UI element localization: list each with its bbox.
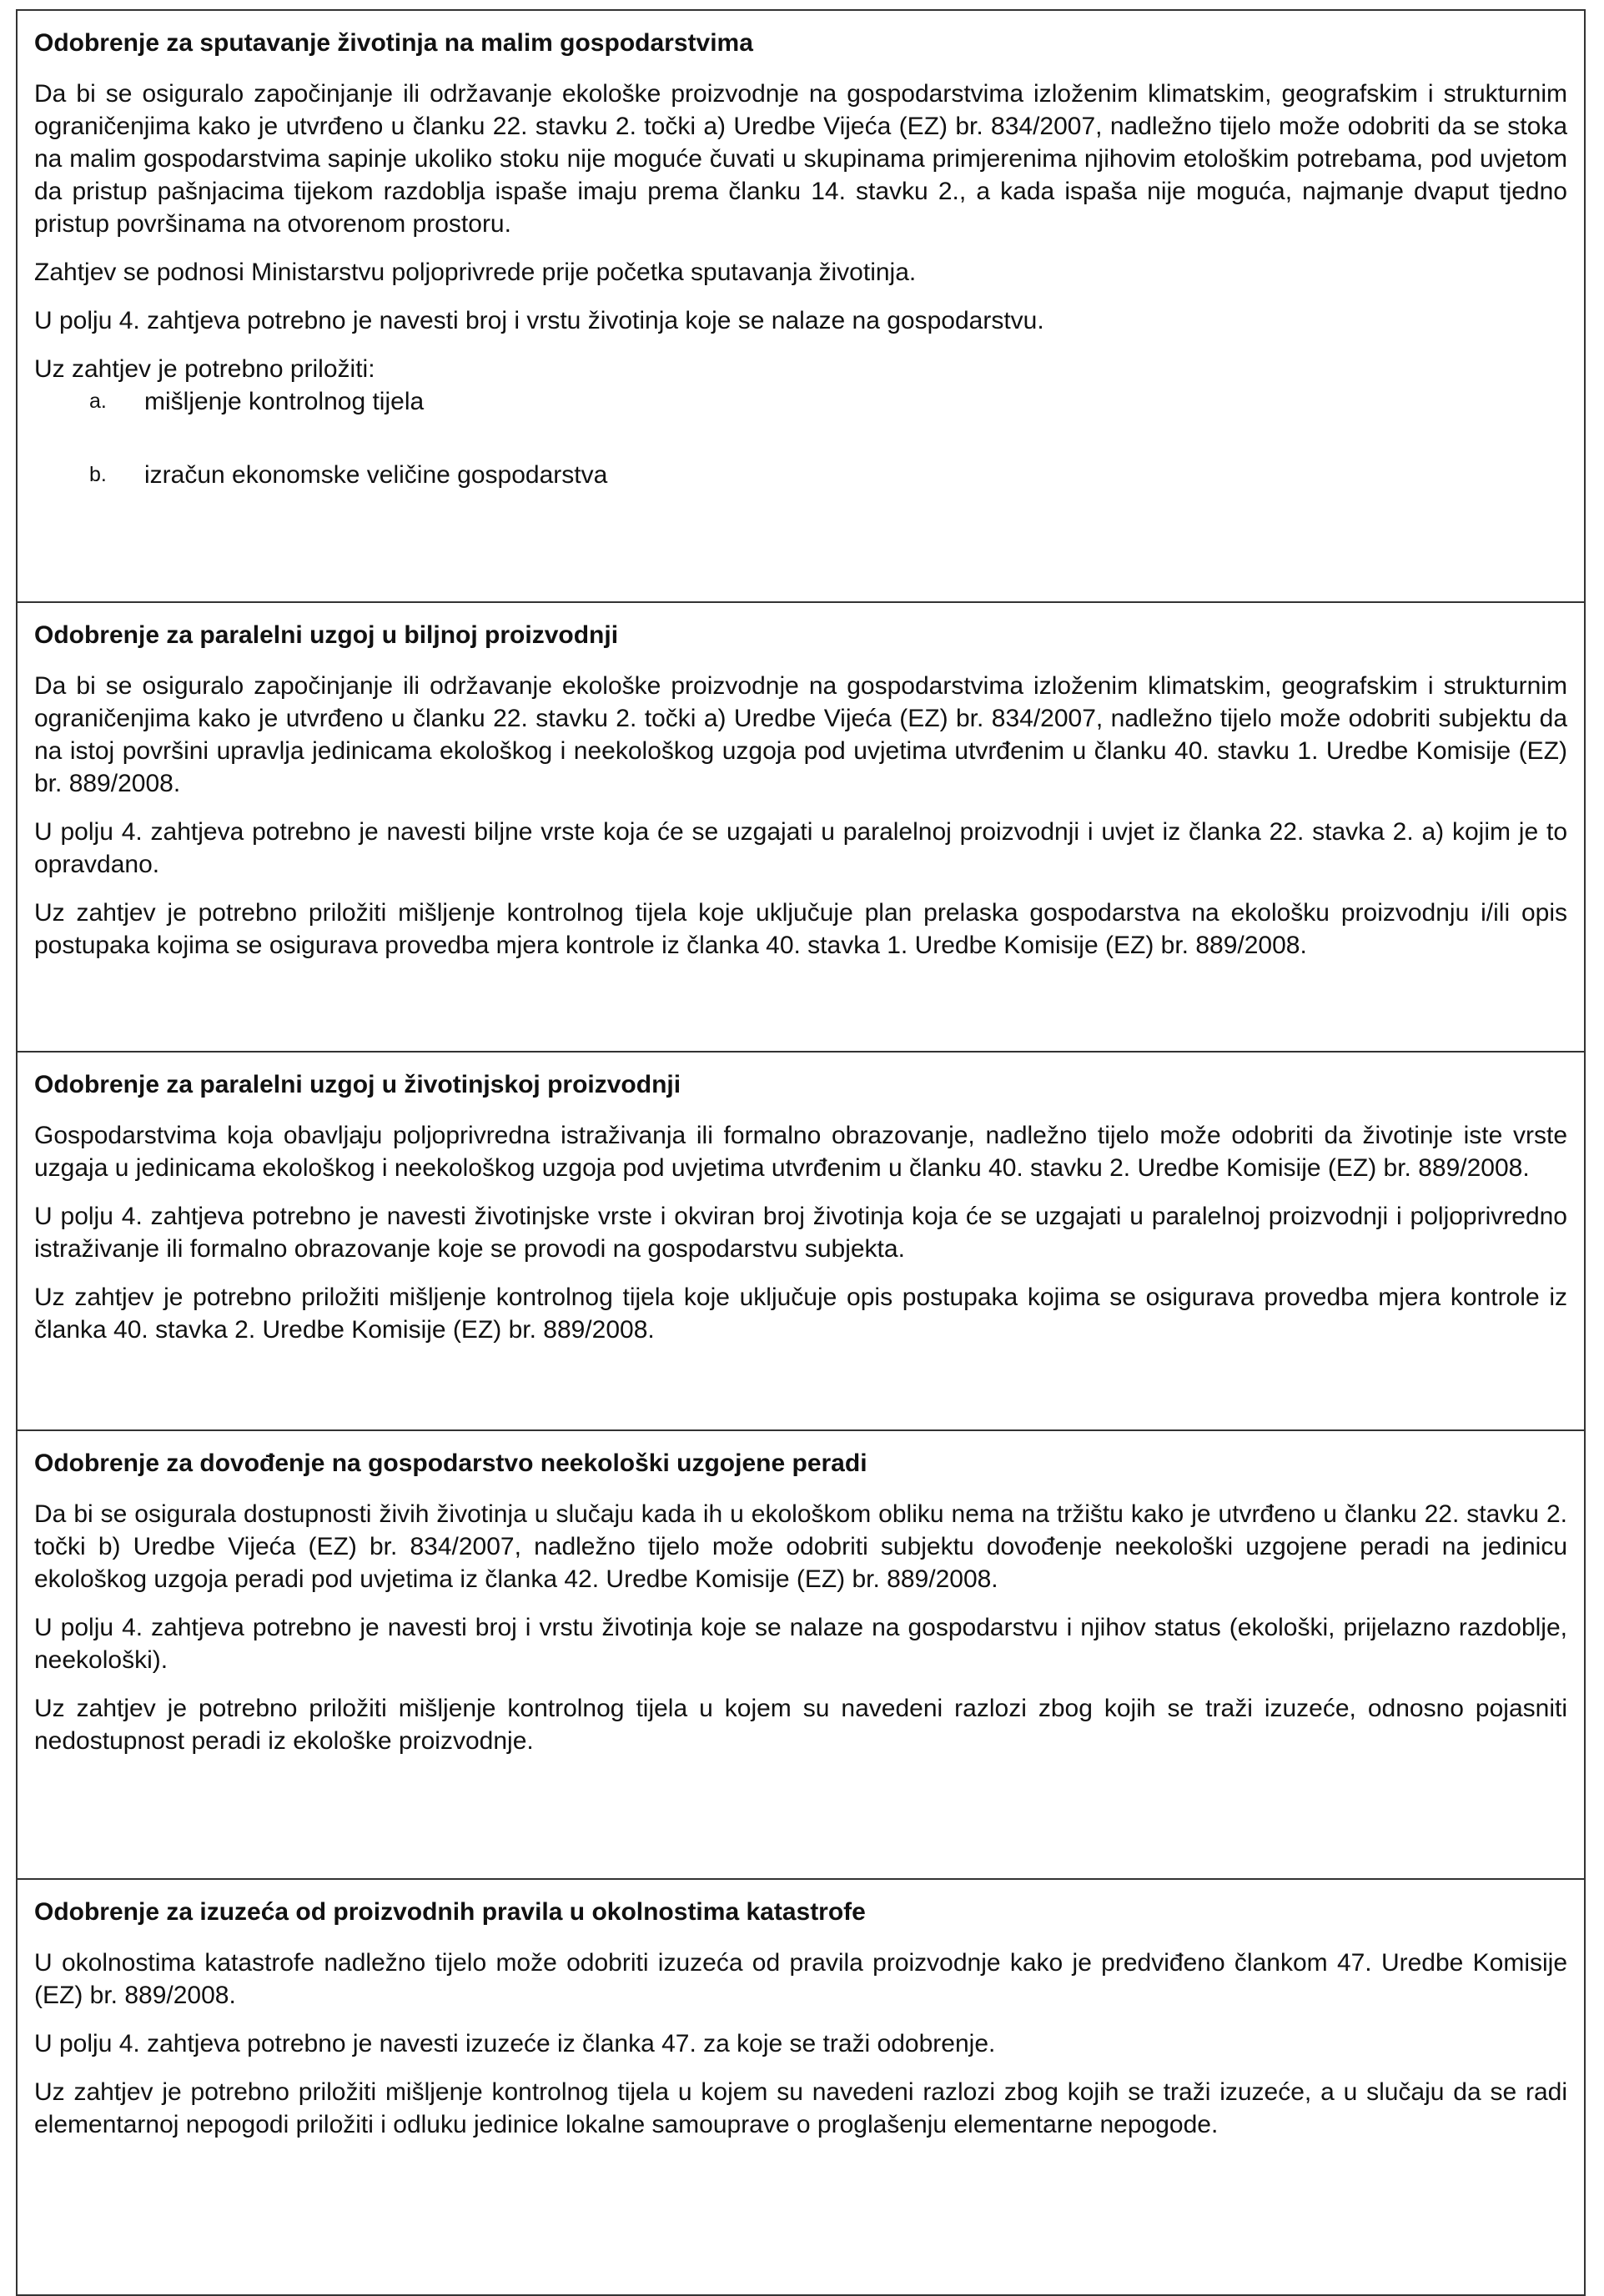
section-row bbox=[17, 10, 1585, 602]
section-paragraph: Da bi se osigurala dostupnosti živih životinja u slučaju kada ih u ekološkom obliku nema na tržištu kako je utvrđeno u članku 22. stavku 2. točki b) Uredbe Vijeća (EZ) br. 834/2007, nadležno tijelo može odobriti subjektu dovođenje neekološki uzgojene peradi na jedinicu ekološkog uzgoja peradi pod uvjetima iz članka 42. Uredbe Komisije (EZ) br. 889/2008. bbox=[34, 1500, 1567, 1593]
section-paragraph: U polju 4. zahtjeva potrebno je navesti životinjske vrste i okviran broj životinja koja će se uzgajati u paralelnoj proizvodnji i poljoprivredno istraživanje ili formalno obrazovanje koje se provodi na gospodarstvu subjekta. bbox=[34, 1203, 1567, 1263]
section-title: Odobrenje za sputavanje životinja na malim gospodarstvima bbox=[34, 29, 753, 57]
section-title: Odobrenje za paralelni uzgoj u biljnoj proizvodnji bbox=[34, 621, 619, 649]
section-cell bbox=[17, 1052, 1585, 1430]
list-item-letter: b. bbox=[89, 463, 107, 486]
attachments-list bbox=[34, 385, 1567, 491]
section-row bbox=[17, 1879, 1585, 2295]
section-title: Odobrenje za izuzeća od proizvodnih pravila u okolnostima katastrofe bbox=[34, 1898, 866, 1926]
section-paragraph: Uz zahtjev je potrebno priložiti mišljenje kontrolnog tijela u kojem su navedeni razlozi zbog kojih se traži izuzeće, odnosno pojasniti nedostupnost peradi iz ekološke proizvodnje. bbox=[34, 1695, 1567, 1755]
section-paragraph: U okolnostima katastrofe nadležno tijelo može odobriti izuzeća od pravila proizvodnje kako je predviđeno člankom 47. Uredbe Komisije (EZ) br. 889/2008. bbox=[34, 1949, 1567, 2009]
section-paragraph: U polju 4. zahtjeva potrebno je navesti broj i vrstu životinja koje se nalaze na gospodarstvu i njihov status (ekološki, prijelazno razdoblje, neekološki). bbox=[34, 1614, 1567, 1674]
section-row bbox=[17, 1052, 1585, 1430]
attachments-lead: Uz zahtjev je potrebno priložiti: bbox=[34, 355, 375, 383]
section-cell bbox=[17, 1430, 1585, 1879]
section-paragraph: Uz zahtjev je potrebno priložiti mišljenje kontrolnog tijela koje uključuje opis postupaka kojima se osigurava provedba mjera kontrole iz članka 40. stavka 2. Uredbe Komisije (EZ) br. 889/2008. bbox=[34, 1284, 1567, 1344]
section-row bbox=[17, 602, 1585, 1052]
section-paragraph: Uz zahtjev je potrebno priložiti mišljenje kontrolnog tijela koje uključuje plan prelaska gospodarstva na ekološku proizvodnju i/ili opis postupaka kojima se osigurava provedba mjera kontrole iz članka 40. stavka 1. Uredbe Komisije (EZ) br. 889/2008. bbox=[34, 899, 1567, 959]
list-item-text: mišljenje kontrolnog tijela bbox=[144, 388, 425, 415]
section-row bbox=[17, 1430, 1585, 1879]
section-cell bbox=[17, 1879, 1585, 2295]
list-item bbox=[34, 385, 1567, 418]
section-paragraph: U polju 4. zahtjeva potrebno je navesti broj i vrstu životinja koje se nalaze na gospodarstvu. bbox=[34, 307, 1044, 334]
section-paragraph: Da bi se osiguralo započinjanje ili održavanje ekološke proizvodnje na gospodarstvima izloženim klimatskim, geografskim i strukturnim ograničenjima kako je utvrđeno u članku 22. stavku 2. točki a) Uredbe Vijeća (EZ) br. 834/2007, nadležno tijelo može odobriti subjektu da na istoj površini upravlja jedinicama ekološkog i neekološkog uzgoja pod uvjetima utvrđenim u članku 40. stavku 1. Uredbe Komisije (EZ) br. 889/2008. bbox=[34, 672, 1567, 797]
list-item-text: izračun ekonomske veličine gospodarstva bbox=[144, 461, 608, 489]
section-paragraph: Gospodarstvima koja obavljaju poljoprivredna istraživanja ili formalno obrazovanje, nadležno tijelo može odobriti da životinje iste vrste uzgaja u jedinicama ekološkog i neekološkog uzgoja pod uvjetima utvrđenim u članku 40. stavku 2. Uredbe Komisije (EZ) br. 889/2008. bbox=[34, 1122, 1567, 1182]
section-title: Odobrenje za dovođenje na gospodarstvo neekološki uzgojene peradi bbox=[34, 1449, 867, 1477]
section-paragraph: Uz zahtjev je potrebno priložiti mišljenje kontrolnog tijela u kojem su navedeni razlozi zbog kojih se traži izuzeće, a u slučaju da se radi elementarnoj nepogodi priložiti i odluku jedinice lokalne samouprave o proglašenju elementarne nepogode. bbox=[34, 2078, 1567, 2138]
section-paragraph: U polju 4. zahtjeva potrebno je navesti izuzeće iz članka 47. za koje se traži odobrenje. bbox=[34, 2030, 996, 2057]
section-paragraph: Zahtjev se podnosi Ministarstvu poljoprivrede prije početka sputavanja životinja. bbox=[34, 259, 917, 286]
requirements-table bbox=[16, 9, 1586, 2296]
section-paragraph: U polju 4. zahtjeva potrebno je navesti biljne vrste koja će se uzgajati u paralelnoj proizvodnji i uvjet iz članka 22. stavka 2. a) kojim je to opravdano. bbox=[34, 818, 1567, 878]
section-cell bbox=[17, 602, 1585, 1052]
section-paragraph: Da bi se osiguralo započinjanje ili održavanje ekološke proizvodnje na gospodarstvima izloženim klimatskim, geografskim i strukturnim ograničenjima kako je utvrđeno u članku 22. stavku 2. točki a) Uredbe Vijeća (EZ) br. 834/2007, nadležno tijelo može odobriti da se stoka na malim gospodarstvima sapinje ukoliko stoku nije moguće čuvati u skupinama primjerenima njihovim etološkim potrebama, pod uvjetom da pristup pašnjacima tijekom razdoblja ispaše imaju prema članku 14. stavku 2., a kada ispaša nije moguća, najmanje dvaput tjedno pristup površinama na otvorenom prostoru. bbox=[34, 80, 1567, 238]
section-cell bbox=[17, 10, 1585, 602]
section-title: Odobrenje za paralelni uzgoj u životinjskoj proizvodnji bbox=[34, 1071, 681, 1098]
list-item bbox=[34, 459, 1567, 491]
list-item-letter: a. bbox=[89, 389, 107, 413]
